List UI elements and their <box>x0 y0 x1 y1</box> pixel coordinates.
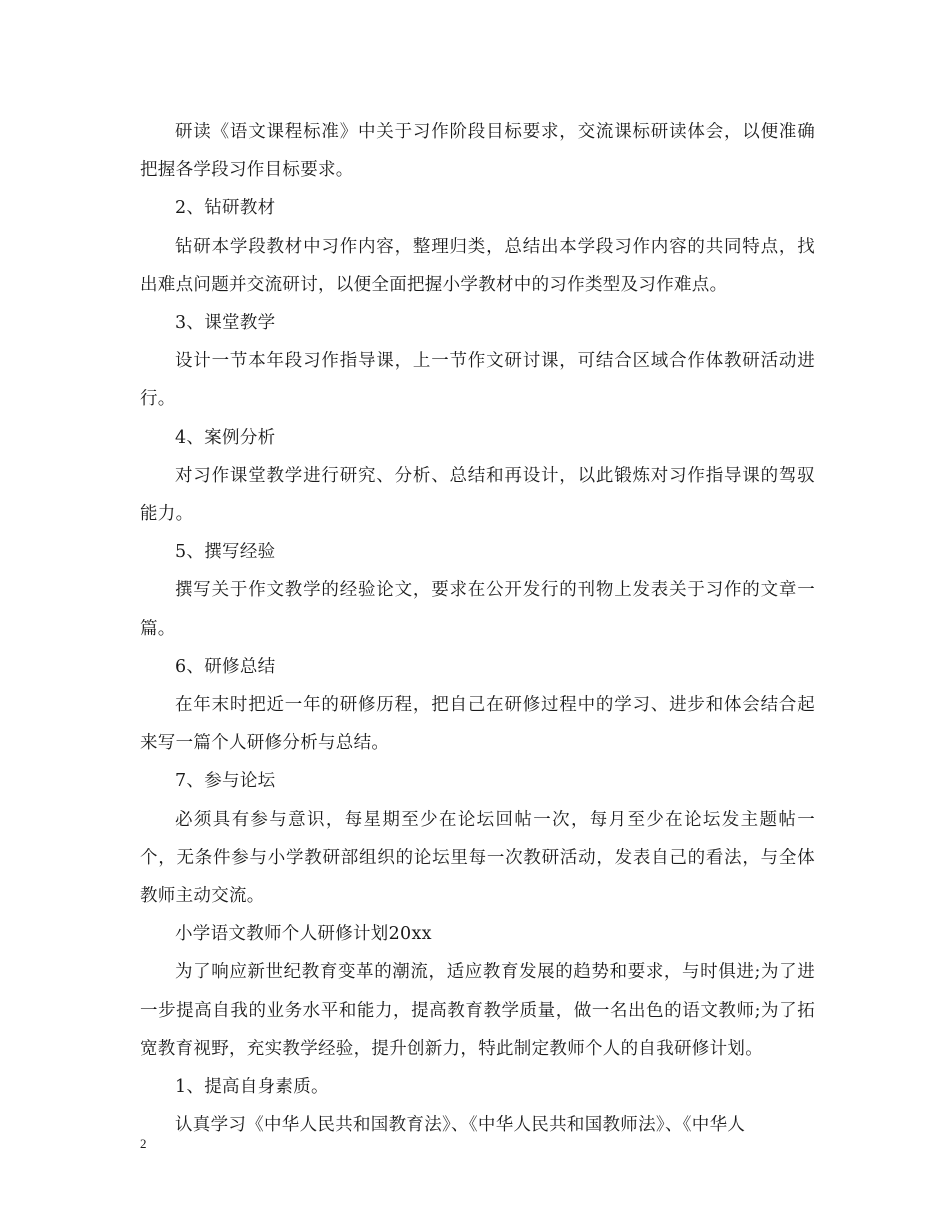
page-number: 2 <box>140 1136 147 1151</box>
paragraph: 撰写关于作文教学的经验论文，要求在公开发行的刊物上发表关于习作的文章一篇。 <box>140 580 815 639</box>
section-heading: 1、提高自身素质。 <box>175 1077 329 1098</box>
document-body <box>140 113 815 1144</box>
paragraph: 研读《语文课程标准》中关于习作阶段目标要求，交流课标研读体会，以便准确把握各学段习作目标要求。 <box>140 122 815 181</box>
section-heading: 5、撰写经验 <box>175 542 276 563</box>
document-title: 小学语文教师个人研修计划20xx <box>175 924 432 945</box>
section-heading: 2、钻研教材 <box>175 198 276 219</box>
paragraph: 在年末时把近一年的研修历程，把自己在研修过程中的学习、进步和体会结合起来写一篇个人研修分析与总结。 <box>140 695 815 754</box>
paragraph: 为了响应新世纪教育变革的潮流，适应教育发展的趋势和要求，与时俱进;为了进一步提高自我的业务水平和能力，提高教育教学质量，做一名出色的语文教师;为了拓宽教育视野，充实教学经验，提升创新力，特此制定教师个人的自我研修计划。 <box>140 962 815 1059</box>
paragraph: 设计一节本年段习作指导课，上一节作文研讨课，可结合区域合作体教研活动进行。 <box>140 351 815 410</box>
paragraph: 对习作课堂教学进行研究、分析、总结和再设计，以此锻炼对习作指导课的驾驭能力。 <box>140 465 815 525</box>
paragraph: 认真学习《中华人民共和国教育法》、《中华人民共和国教师法》、《中华人 <box>175 1115 746 1136</box>
section-heading: 3、课堂教学 <box>175 313 276 334</box>
paragraph: 必须具有参与意识，每星期至少在论坛回帖一次，每月至少在论坛发主题帖一个，无条件参与小学教研部组织的论坛里每一次教研活动，发表自己的看法，与全体教师主动交流。 <box>140 809 815 907</box>
section-heading: 7、参与论坛 <box>175 771 276 792</box>
paragraph: 钻研本学段教材中习作内容，整理归类，总结出本学段习作内容的共同特点，找出难点问题并交流研讨，以便全面把握小学教材中的习作类型及习作难点。 <box>140 236 815 295</box>
section-heading: 6、研修总结 <box>175 656 276 677</box>
section-heading: 4、案例分析 <box>175 427 276 448</box>
